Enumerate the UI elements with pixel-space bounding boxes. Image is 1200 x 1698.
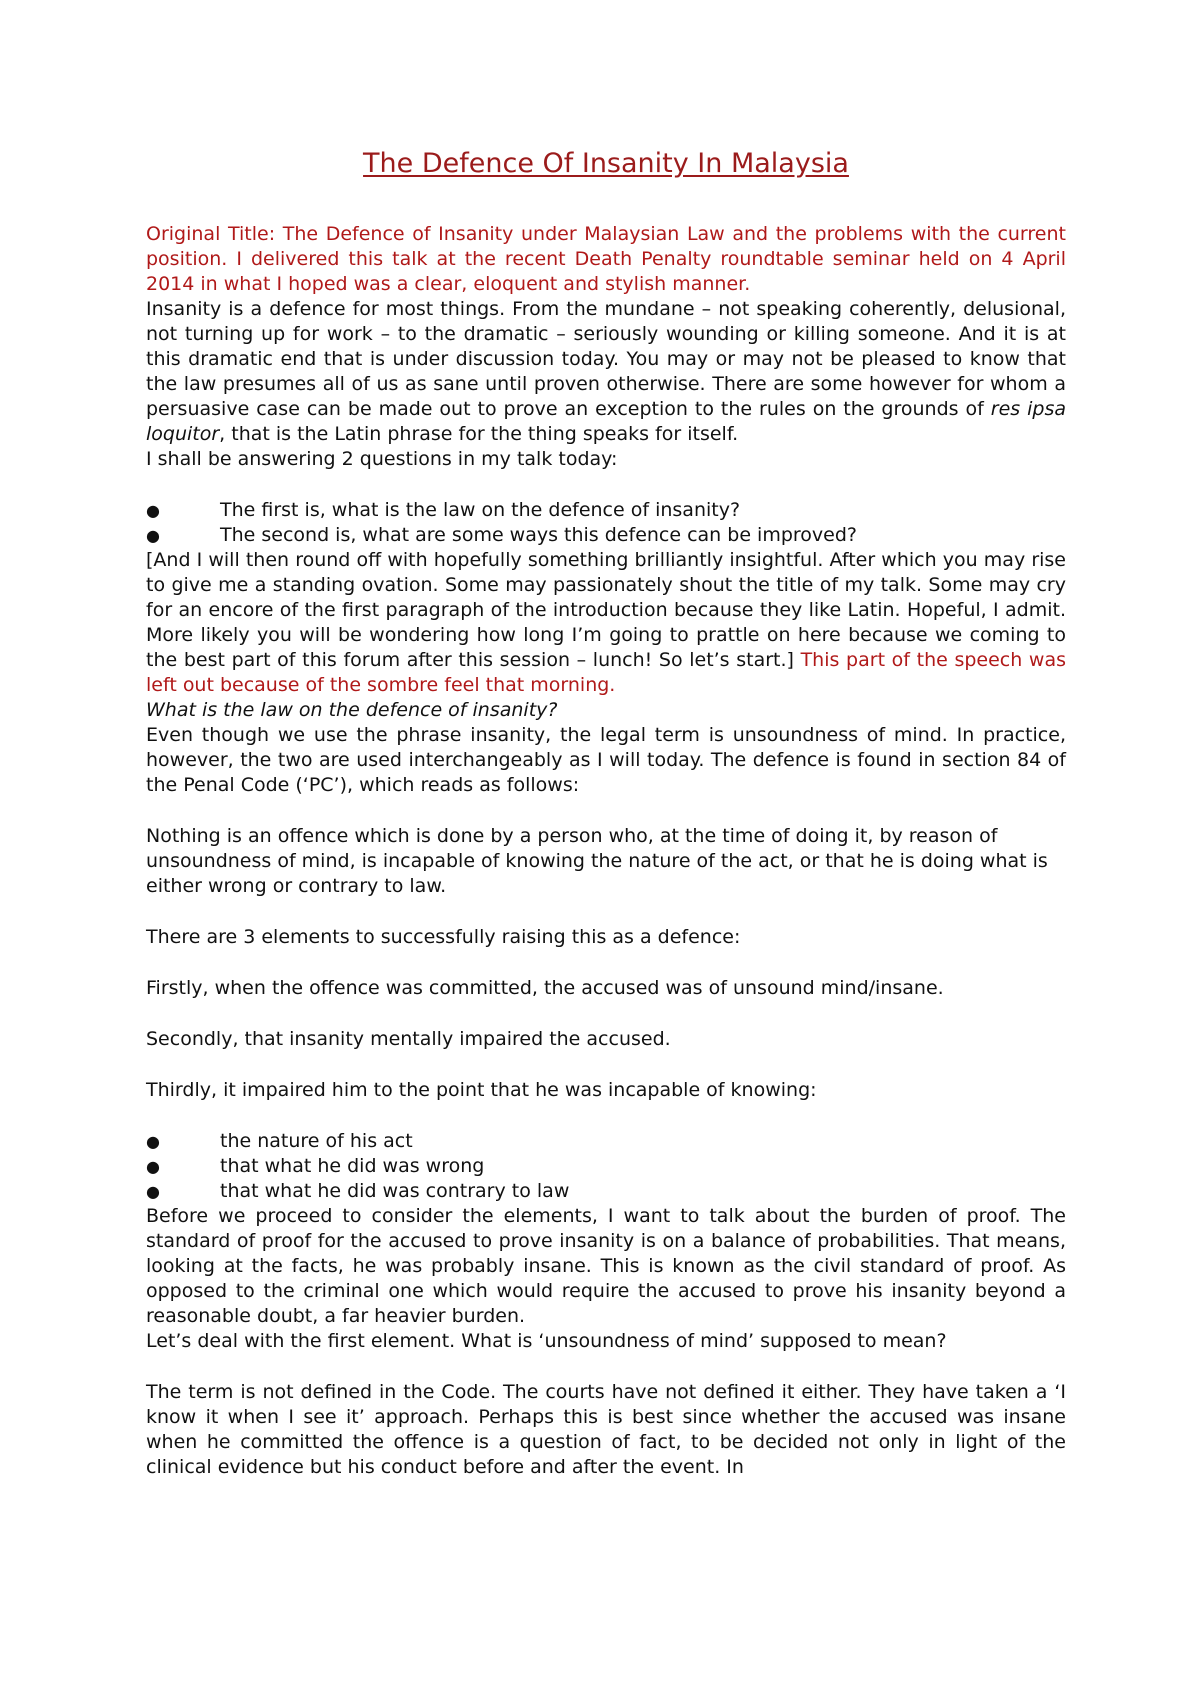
questions-intro: I shall be answering 2 questions in my talk today:: [146, 448, 618, 470]
spacer: [146, 1354, 1066, 1380]
paragraph-text: , that is the Latin phrase for the thing speaks for itself.: [219, 423, 739, 445]
bullet-icon: ●: [146, 501, 160, 520]
element-second: Secondly, that insanity mentally impaired the accused.: [146, 1028, 671, 1050]
knowing-list: [146, 1129, 1066, 1204]
list-item: [146, 523, 1066, 548]
omitted-note: This part of the speech was left out because of the sombre feel that morning.: [146, 649, 1066, 696]
bullet-icon: ●: [146, 526, 160, 545]
list-item: [146, 498, 1066, 523]
bullet-icon: ●: [146, 1157, 160, 1176]
list-item-text: that what he did was wrong: [220, 1155, 485, 1177]
spacer: [146, 472, 1066, 498]
element-third: Thirdly, it impaired him to the point that he was incapable of knowing:: [146, 1079, 817, 1101]
paragraph-legal-term: Even though we use the phrase insanity, the legal term is unsoundness of mind. In practice, however, the two are used interchangeably as I will today. The defence is found in section 84 of the Penal Code (‘PC’), which reads as follows:: [146, 724, 1066, 796]
list-item-text: that what he did was contrary to law: [220, 1180, 570, 1202]
elements-intro: There are 3 elements to successfully raising this as a defence:: [146, 926, 741, 948]
spacer: [146, 798, 1066, 824]
paragraph-first-element: Let’s deal with the first element. What is ‘unsoundness of mind’ supposed to mean?: [146, 1330, 947, 1352]
list-item-text: The first is, what is the law on the defence of insanity?: [220, 499, 741, 521]
list-item: [146, 1179, 1066, 1204]
list-item: [146, 1129, 1066, 1154]
intro-note: Original Title: The Defence of Insanity under Malaysian Law and the problems with the current position. I delivered this talk at the recent Death Penalty roundtable seminar held on 4 April 2014 in what I hoped was a clear, eloquent and stylish manner.: [146, 223, 1066, 295]
paragraph-definition: The term is not defined in the Code. The courts have not defined it either. They have taken a ‘I know it when I see it’ approach. Perhaps this is best since whether the accused was insane when he committed the offence is a question of fact, to be decided not only in light of the clinical evidence but his conduct before and after the event. In: [146, 1381, 1066, 1478]
spacer: [146, 1052, 1066, 1078]
bullet-icon: ●: [146, 1132, 160, 1151]
spacer: [146, 1103, 1066, 1129]
omitted-text: [And I will then round off with hopefully something brilliantly insightful. After which you may rise to give me a standing ovation. Some may passionately shout the title of my talk. Some may cry for an encore of the first paragraph of the introduction because they like Latin. Hopeful, I admit. More likely you will be wondering how long I’m going to prattle on here because we coming to the best part of this forum after this session – lunch! So let’s start.]: [146, 549, 1066, 671]
section-84-quote: Nothing is an offence which is done by a person who, at the time of doing it, by reason of unsoundness of mind, is incapable of knowing the nature of the act, or that he is doing what is either wrong or contrary to law.: [146, 825, 1048, 897]
paragraph-burden-of-proof: Before we proceed to consider the elements, I want to talk about the burden of proof. The standard of proof for the accused to prove insanity is on a balance of probabilities. That means, looking at the facts, he was probably insane. This is known as the civil standard of proof. As opposed to the criminal one which would require the accused to prove his insanity beyond a reasonable doubt, a far heavier burden.: [146, 1205, 1066, 1327]
list-item-text: the nature of his act: [220, 1130, 413, 1152]
list-item-text: The second is, what are some ways this defence can be improved?: [220, 524, 858, 546]
spacer: [146, 899, 1066, 925]
document-body: [146, 146, 1066, 1480]
bullet-icon: ●: [146, 1182, 160, 1201]
spacer: [146, 950, 1066, 976]
omitted-paragraph: [146, 548, 1066, 698]
latin-phrase: res ipsa loquitor: [146, 398, 1066, 445]
page-title: The Defence Of Insanity In Malaysia: [363, 148, 849, 179]
section-heading: What is the law on the defence of insanity?: [146, 699, 558, 721]
paragraph-text: Insanity is a defence for most things. From the mundane – not speaking coherently, delusional, not turning up for work – to the dramatic – seriously wounding or killing someone. And it is at this dramatic end that is under discussion today. You may or may not be pleased to know that the law presumes all of us as sane until proven otherwise. There are some however for whom a persuasive case can be made out to prove an exception to the rules on the grounds of: [146, 298, 1066, 420]
paragraph-insanity-defence: [146, 297, 1066, 447]
questions-list: [146, 498, 1066, 548]
list-item: [146, 1154, 1066, 1179]
element-first: Firstly, when the offence was committed, the accused was of unsound mind/insane.: [146, 977, 944, 999]
spacer: [146, 1001, 1066, 1027]
